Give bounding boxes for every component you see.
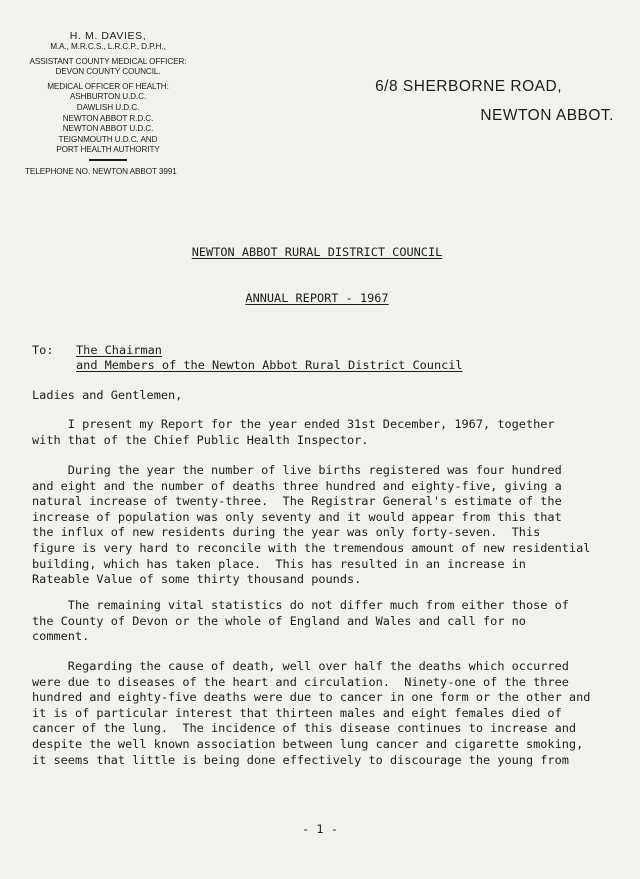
body-paragraph [32,659,612,768]
text-line: I present my Report for the year ended 31st December, 1967, together [32,417,555,431]
letterhead-qualifications: M.A., M.R.C.S., L.R.C.P., D.P.H., [50,42,166,51]
letterhead-appointment: NEWTON ABBOT R.D.C. [62,113,154,123]
letterhead [22,30,194,178]
page-number: - 1 - [302,822,338,836]
text-line: the County of Devon or the whole of England and Wales and call for no [32,613,526,628]
letterhead-appointment: ASHBURTON U.D.C. [69,92,147,102]
text-line: the influx of new residents during the year was only forty-seven. This [32,525,541,540]
text-line: The remaining vital statistics do not differ much from either those of [32,598,569,612]
report-heading: ANNUAL REPORT - 1967 [245,291,389,305]
text-line: Regarding the cause of death, well over half the deaths which occurred [32,659,569,673]
text-line: were due to diseases of the heart and circulation. Ninety-one of the three [32,674,569,689]
text-line: Rateable Value of some thirty thousand pounds. [32,572,362,587]
office-address [375,78,614,125]
letterhead-telephone: TELEPHONE NO. NEWTON ABBOT 3991 [25,166,177,176]
text-line: figure is very hard to reconcile with the tremendous amount of new residential [32,540,591,555]
text-line: cancer of the lung. The incidence of this disease continues to increase and [32,721,577,736]
text-line: despite the well known association between lung cancer and cigarette smoking, [32,736,584,751]
recipient-line: and Members of the Newton Abbot Rural District Council [76,358,463,372]
text-line: natural increase of twenty-three. The Registrar General's estimate of the [32,494,562,509]
letterhead-appointment: ASSISTANT COUNTY MEDICAL OFFICER: [29,56,187,66]
letterhead-name: H. M. DAVIES, [69,30,147,42]
letterhead-appointment: DAWLISH U.D.C. [76,102,140,112]
address-town: NEWTON ABBOT. [480,107,614,124]
letterhead-appointment: DEVON COUNTY COUNCIL. [55,67,161,77]
text-line: comment. [32,629,90,644]
letterhead-appointment: PORT HEALTH AUTHORITY [56,145,160,155]
text-line: it is of particular interest that thirteen males and eight females died of [32,705,562,720]
body-paragraph [32,463,612,588]
text-line: increase of population was only seventy and it would appear from this that [32,509,562,524]
salutation: Ladies and Gentlemen, [32,388,183,402]
letterhead-divider [89,159,127,161]
text-line: with that of the Chief Public Health Inspector. [32,432,369,447]
recipient-label: To: [32,343,54,357]
body-paragraph [32,598,612,645]
council-heading: NEWTON ABBOT RURAL DISTRICT COUNCIL [191,245,443,259]
text-line: and eight and the number of deaths three hundred and eighty-five, giving a [32,478,562,493]
address-street: 6/8 SHERBORNE ROAD, [375,78,562,95]
text-line: During the year the number of live births registered was four hundred [32,463,562,477]
text-line: building, which has taken place. This has resulted in an increase in [32,556,526,571]
letterhead-appointment: NEWTON ABBOT U.D.C. [62,124,154,134]
body-paragraph [32,417,612,448]
text-line: it seems that little is being done effectively to discourage the young from [32,752,569,767]
recipient-line: The Chairman [76,343,162,357]
letterhead-appointment: MEDICAL OFFICER OF HEALTH: [47,81,169,91]
text-line: hundred and eighty-five deaths were due to cancer in one form or the other and [32,690,591,705]
letterhead-appointment: TEIGNMOUTH U.D.C. AND [58,134,158,144]
